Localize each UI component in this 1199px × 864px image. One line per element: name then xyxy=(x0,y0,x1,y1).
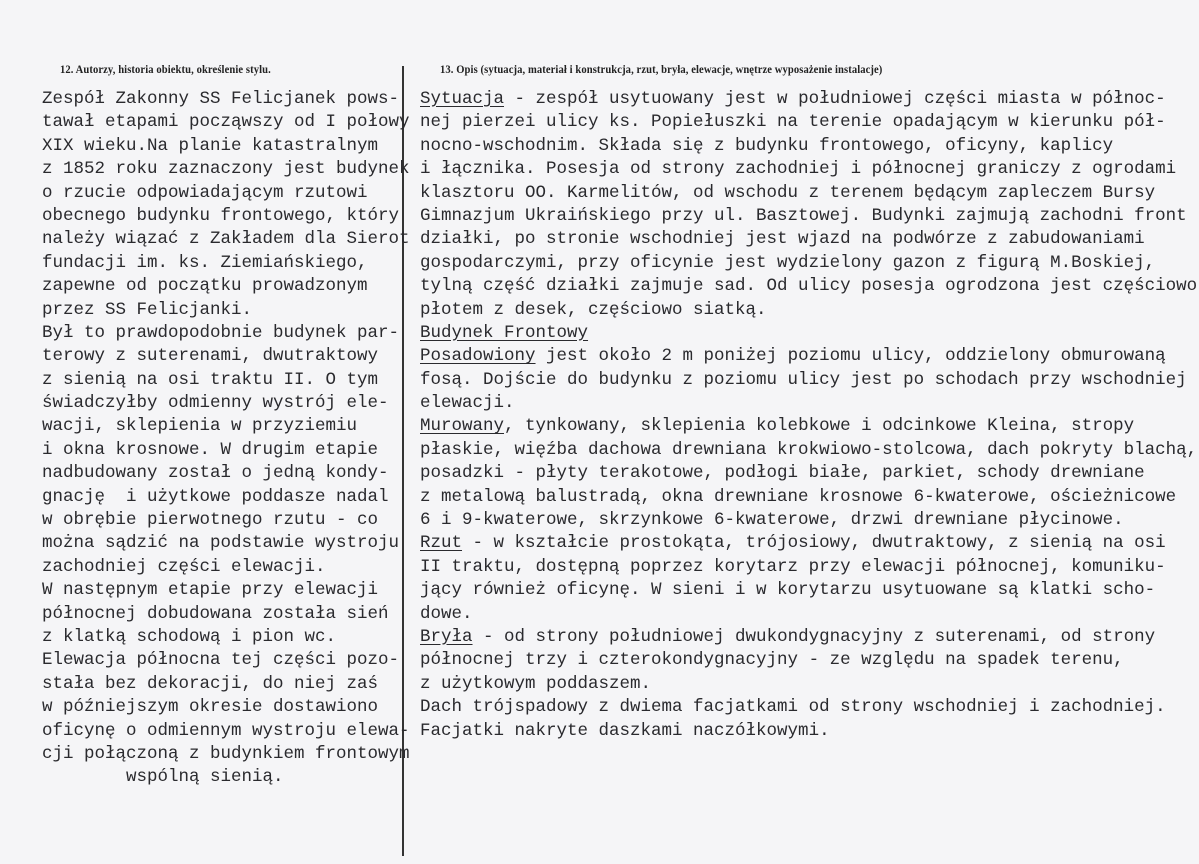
text-line xyxy=(420,322,1197,345)
text-line xyxy=(42,135,410,158)
text-line xyxy=(420,228,1197,251)
text-line xyxy=(42,532,410,555)
line-text: z metalową balustradą, okna drewniane krosnowe 6-kwaterowe, ościeżnicowe xyxy=(420,486,1177,507)
underlined-subheading: Budynek Frontowy xyxy=(420,322,589,343)
text-line xyxy=(420,626,1197,649)
text-line xyxy=(420,111,1197,134)
text-line xyxy=(420,275,1197,298)
text-line xyxy=(420,345,1197,368)
line-text: i okna krosnowe. W drugim etapie xyxy=(42,439,379,460)
text-line xyxy=(42,345,410,368)
text-line xyxy=(42,696,410,719)
text-line xyxy=(42,275,410,298)
line-text: Był to prawdopodobnie budynek par- xyxy=(42,322,400,343)
text-line xyxy=(420,486,1197,509)
text-line xyxy=(420,556,1197,579)
text-line xyxy=(42,439,410,462)
text-line xyxy=(420,439,1197,462)
line-text: cji połączoną z budynkiem frontowym xyxy=(42,743,410,764)
line-text: W następnym etapie przy elewacji xyxy=(42,580,379,601)
text-line xyxy=(42,673,410,696)
underlined-subheading: Posadowiony xyxy=(420,346,536,367)
line-text: świadczyłby odmienny wystrój ele- xyxy=(42,393,389,414)
text-line xyxy=(420,369,1197,392)
description-column xyxy=(420,88,1197,743)
text-line xyxy=(420,579,1197,602)
text-line xyxy=(420,415,1197,438)
line-text: dowe. xyxy=(420,603,473,624)
line-text: posadzki - płyty terakotowe, podłogi białe, parkiet, schody drewniane xyxy=(420,463,1145,484)
text-line xyxy=(42,88,410,111)
line-text: gospodarczymi, przy oficynie jest wydzielony gazon z figurą M.Boskiej, xyxy=(420,252,1156,273)
text-line xyxy=(420,532,1197,555)
line-text: XIX wieku.Na planie katastralnym xyxy=(42,135,379,156)
line-text: , tynkowany, sklepienia kolebkowe i odcinkowe Kleina, stropy xyxy=(504,416,1135,437)
text-line xyxy=(420,696,1197,719)
line-text: z użytkowym poddaszem. xyxy=(420,673,652,694)
underlined-subheading: Rzut xyxy=(420,533,463,554)
text-line xyxy=(42,579,410,602)
line-text: elewacji. xyxy=(420,393,515,414)
line-text: Elewacja północna tej części pozo- xyxy=(42,650,400,671)
line-text: wacji, sklepienia w przyziemiu xyxy=(42,416,358,437)
line-text: działki, po stronie wschodniej jest wjazd na podwórze z zabudowaniami xyxy=(420,229,1145,250)
section-13-heading: 13. Opis (sytuacja, materiał i konstrukcja, rzut, bryła, elewacje, wnętrze wyposażenie instalacje) xyxy=(440,64,883,76)
line-text: tylną część działki zajmuje sad. Od ulicy posesja ogrodzona jest częściowo xyxy=(420,276,1198,297)
text-line xyxy=(42,415,410,438)
line-text: terowy z suterenami, dwutraktowy xyxy=(42,346,379,367)
line-text: płotem z desek, częściowo siatką. xyxy=(420,299,767,320)
text-line xyxy=(420,205,1197,228)
line-text: oficynę o odmiennym wystroju elewa- xyxy=(42,720,410,741)
text-line xyxy=(42,369,410,392)
text-line xyxy=(42,766,410,789)
line-text: - w kształcie prostokąta, trójosiowy, dwutraktowy, z sienią na osi xyxy=(462,533,1166,554)
underlined-subheading: Murowany xyxy=(420,416,505,437)
line-text: II traktu, dostępną poprzez korytarz przy elewacji północnej, komuniku- xyxy=(420,556,1166,577)
underlined-subheading: Sytuacja xyxy=(420,89,505,109)
line-text: nej pierzei ulicy ks. Popiełuszki na terenie opadającym w kierunku pół- xyxy=(420,112,1166,133)
line-text: 6 i 9-kwaterowe, skrzynkowe 6-kwaterowe, drzwi drewniane płycinowe. xyxy=(420,510,1124,531)
text-line xyxy=(42,649,410,672)
line-text: zapewne od początku prowadzonym xyxy=(42,276,368,297)
line-text: z 1852 roku zaznaczony jest budynek xyxy=(42,159,410,180)
text-line xyxy=(420,509,1197,532)
history-column xyxy=(42,88,410,790)
text-line xyxy=(420,673,1197,696)
line-text: klasztoru OO. Karmelitów, od wschodu z terenem będącym zapleczem Bursy xyxy=(420,182,1156,203)
line-text: można sądzić na podstawie wystroju xyxy=(42,533,400,554)
text-line xyxy=(420,720,1197,743)
text-line xyxy=(420,158,1197,181)
text-line xyxy=(420,252,1197,275)
line-text: z sienią na osi traktu II. O tym xyxy=(42,369,379,390)
line-text: o rzucie odpowiadającym rzutowi xyxy=(42,182,368,203)
text-line xyxy=(420,603,1197,626)
text-line xyxy=(420,649,1197,672)
text-line xyxy=(420,299,1197,322)
text-line xyxy=(42,392,410,415)
text-line xyxy=(420,135,1197,158)
underlined-subheading: Bryła xyxy=(420,626,473,647)
line-text: jest około 2 m poniżej poziomu ulicy, oddzielony obmurowaną xyxy=(535,346,1166,367)
line-text: zachodniej części elewacji. xyxy=(42,556,326,577)
line-text: w późniejszym okresie dostawiono xyxy=(42,697,379,718)
text-line xyxy=(42,556,410,579)
line-text: i łącznika. Posesja od strony zachodniej i północnej graniczy z ogrodami xyxy=(420,159,1177,180)
text-line xyxy=(42,205,410,228)
line-text: - zespół usytuowany jest w południowej części miasta w północ- xyxy=(504,89,1166,109)
line-text: należy wiązać z Zakładem dla Sierot xyxy=(42,229,410,250)
line-text: Facjatki nakryte daszkami naczółkowymi. xyxy=(420,720,830,741)
text-line xyxy=(42,509,410,532)
line-text: nadbudowany został o jedną kondy- xyxy=(42,463,389,484)
line-text: wspólną sienią. xyxy=(42,767,284,788)
line-text: Dach trójspadowy z dwiema facjatkami od strony wschodniej i zachodniej. xyxy=(420,697,1166,718)
line-text: Gimnazjum Ukraińskiego przy ul. Basztowej. Budynki zajmują zachodni front xyxy=(420,205,1187,226)
text-line xyxy=(42,252,410,275)
line-text: - od strony południowej dwukondygnacyjny z suterenami, od strony xyxy=(472,626,1156,647)
text-line xyxy=(42,720,410,743)
line-text: stała bez dekoracji, do niej zaś xyxy=(42,673,379,694)
line-text: gnację i użytkowe poddasze nadal xyxy=(42,486,389,507)
line-text: północnej dobudowana została sień xyxy=(42,603,389,624)
text-line xyxy=(42,322,410,345)
text-line xyxy=(420,182,1197,205)
text-line xyxy=(42,299,410,322)
line-text: nocno-wschodnim. Składa się z budynku frontowego, oficyny, kaplicy xyxy=(420,135,1114,156)
line-text: fosą. Dojście do budynku z poziomu ulicy jest po schodach przy wschodniej xyxy=(420,369,1187,390)
text-line xyxy=(42,743,410,766)
text-line xyxy=(42,626,410,649)
text-line xyxy=(420,462,1197,485)
text-line xyxy=(42,462,410,485)
line-text: przez SS Felicjanki. xyxy=(42,299,253,320)
line-text: obecnego budynku frontowego, który xyxy=(42,205,400,226)
line-text: z klatką schodową i pion wc. xyxy=(42,626,337,647)
text-line xyxy=(42,603,410,626)
line-text: fundacji im. ks. Ziemiańskiego, xyxy=(42,252,368,273)
text-line xyxy=(420,88,1197,111)
text-line xyxy=(42,158,410,181)
text-line xyxy=(42,111,410,134)
text-line xyxy=(42,486,410,509)
text-line xyxy=(42,182,410,205)
text-line xyxy=(420,392,1197,415)
line-text: w obrębie pierwotnego rzutu - co xyxy=(42,510,379,531)
line-text: jący również oficynę. W sieni i w korytarzu usytuowane są klatki scho- xyxy=(420,580,1156,601)
line-text: tawał etapami począwszy od I połowy xyxy=(42,112,410,133)
section-12-heading: 12. Autorzy, historia obiektu, określenie stylu. xyxy=(60,64,271,76)
line-text: północnej trzy i czterokondygnacyjny - ze względu na spadek terenu, xyxy=(420,650,1124,671)
line-text: Zespół Zakonny SS Felicjanek pows- xyxy=(42,89,400,109)
text-line xyxy=(42,228,410,251)
line-text: płaskie, więźba dachowa drewniana krokwiowo-stolcowa, dach pokryty blachą, xyxy=(420,439,1198,460)
